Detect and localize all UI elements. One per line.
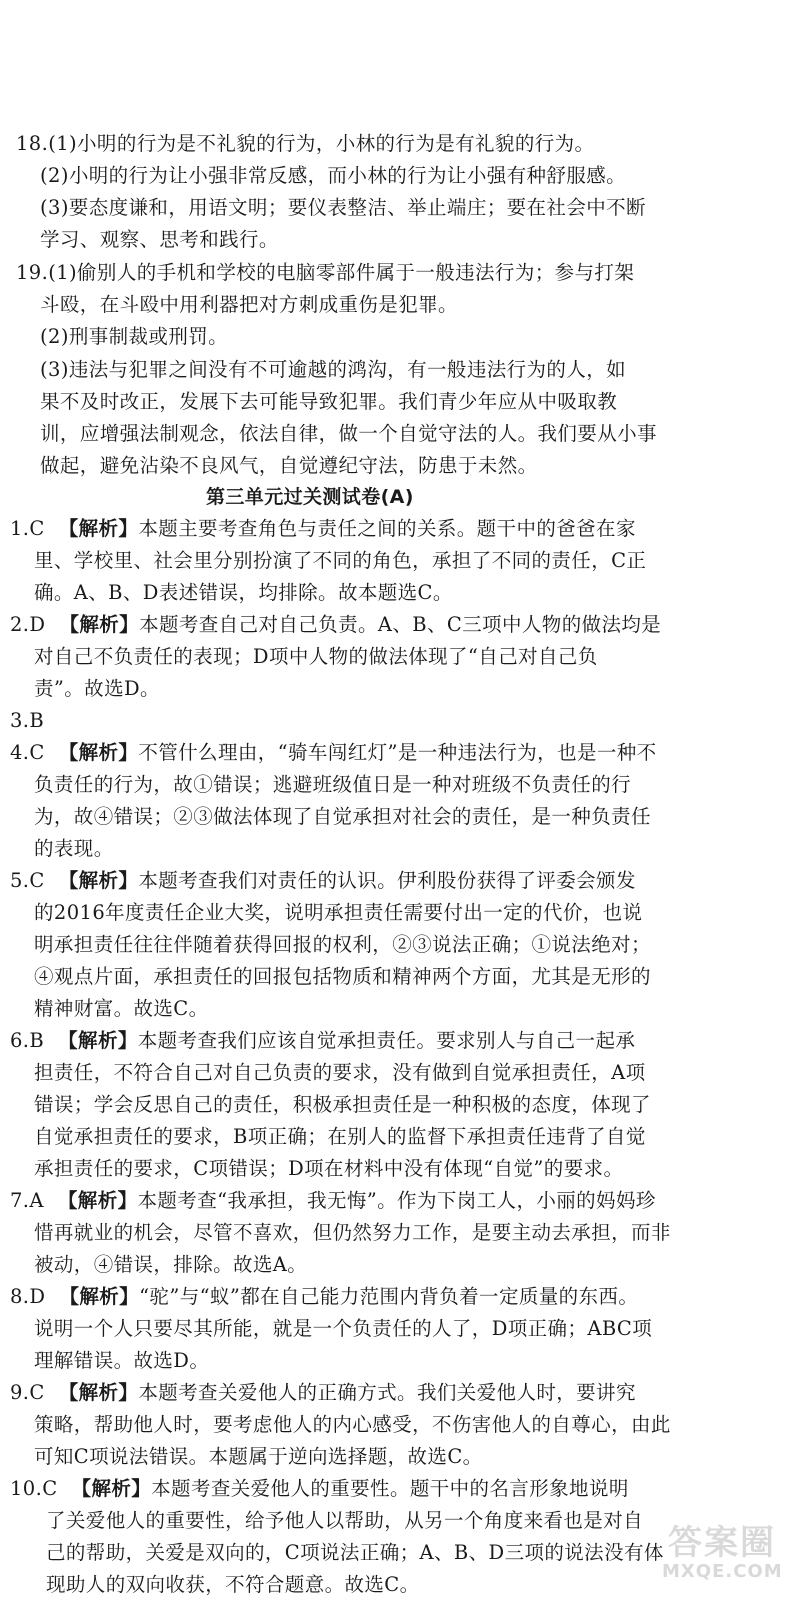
answer-number: 1.C — [10, 517, 45, 540]
answer-5-line-5: 精神财富。故选C。 — [34, 997, 209, 1020]
answer-2-line-3: 责”。故选D。 — [34, 677, 160, 700]
answer-10-line-1 — [10, 1476, 629, 1502]
answer-6-line-4: 自觉承担责任的要求，B项正确；在别人的监督下承担责任违背了自觉 — [34, 1125, 646, 1148]
watermark-url: MXQE.COM — [662, 1561, 783, 1582]
q19-line-3: (2)刑事制裁或刑罚。 — [40, 325, 229, 348]
answer-6-line-2: 担责任，不符合自己对自己负责的要求，没有做到自觉承担责任，A项 — [34, 1061, 646, 1084]
site-watermark — [662, 1524, 782, 1586]
q19-line-4: (3)违法与犯罪之间没有不可逾越的鸿沟，有一般违法行为的人，如 — [40, 358, 627, 381]
analysis-tag: 【解析】 — [59, 613, 140, 636]
q19-line-2: 斗殴，在斗殴中用利器把对方刺成重伤是犯罪。 — [40, 293, 458, 316]
answer-10-line-2: 了关爱他人的重要性，给予他人以帮助，从另一个角度来看也是对自 — [46, 1509, 644, 1532]
answer-1-line-1 — [10, 516, 636, 542]
analysis-tag: 【解析】 — [58, 517, 139, 540]
answer-10-line-4: 现助人的双向收获，不符合题意。故选C。 — [46, 1573, 420, 1596]
answer-2-line-1 — [10, 612, 661, 638]
answer-1-line-3: 确。A、B、D表述错误，均排除。故本题选C。 — [34, 581, 453, 604]
answer-6-line-5: 承担责任的要求，C项错误；D项在材料中没有体现“自觉”的要求。 — [34, 1157, 624, 1180]
answer-number: 8.D — [10, 1285, 46, 1308]
analysis-tag: 【解析】 — [59, 1285, 140, 1308]
answer-text: 本题考查我们应该自觉承担责任。要求别人与自己一起承 — [137, 1029, 636, 1052]
answer-5-line-3: 明承担责任往往伴随着获得回报的权利，②③说法正确；①说法绝对； — [34, 933, 651, 956]
q19-line-6: 训，应增强法制观念，依法自律，做一个自觉守法的人。我们要从小事 — [40, 422, 657, 445]
answer-9-line-1 — [10, 1380, 636, 1406]
answer-4-line-2: 负责任的行为，故①错误；逃避班级值日是一种对班级不负责任的行 — [34, 773, 632, 796]
analysis-tag: 【解析】 — [57, 1189, 138, 1212]
answer-text: 不管什么理由，“骑车闯红灯”是一种违法行为，也是一种不 — [138, 741, 657, 764]
answer-text: 本题考查“我承担，我无悔”。作为下岗工人，小丽的妈妈珍 — [137, 1189, 656, 1212]
answer-2-line-2: 对自己不负责任的表现；D项中人物的做法体现了“自己对自己负 — [34, 645, 598, 668]
answer-number: 4.C — [10, 741, 45, 764]
answer-6-line-3: 错误；学会反思自己的责任，积极承担责任是一种积极的态度，体现了 — [34, 1093, 651, 1116]
answer-8-line-3: 理解错误。故选D。 — [34, 1349, 210, 1372]
q18-line-4: 学习、观察、思考和践行。 — [40, 228, 279, 251]
answer-5-line-2: 的2016年度责任企业大奖，说明承担责任需要付出一定的代价，也说 — [34, 901, 643, 924]
q19-line-5: 果不及时改正，发展下去可能导致犯罪。我们青少年应从中吸取教 — [40, 390, 618, 413]
q19-line-7: 做起，避免沾染不良风气，自觉遵纪守法，防患于未然。 — [40, 454, 538, 477]
analysis-tag: 【解析】 — [58, 1029, 138, 1052]
watermark-logo: 答案圈 — [668, 1523, 776, 1563]
answer-7-line-3: 被动，④错误，排除。故选A。 — [34, 1253, 308, 1276]
analysis-tag: 【解析】 — [58, 869, 139, 892]
answer-text: 本题主要考查角色与责任之间的关系。题干中的爸爸在家 — [138, 517, 636, 540]
answer-8-line-1 — [10, 1284, 638, 1310]
answer-7-line-1 — [10, 1188, 656, 1214]
analysis-tag: 【解析】 — [58, 1381, 139, 1404]
analysis-tag: 【解析】 — [71, 1477, 152, 1500]
answer-10-line-3: 己的帮助，关爱是双向的，C项说法正确；A、B、D三项的说法没有体 — [46, 1541, 664, 1564]
answer-text: 本题考查关爱他人的正确方式。我们关爱他人时，要讲究 — [138, 1381, 636, 1404]
answer-5-line-1 — [10, 868, 636, 894]
answer-9-line-2: 策略，帮助他人时，要考虑他人的内心感受，不伤害他人的自尊心，由此 — [34, 1413, 671, 1436]
answer-number: 3.B — [10, 709, 45, 732]
answer-number: 2.D — [10, 613, 46, 636]
answer-number: 6.B — [10, 1029, 45, 1052]
answer-8-line-2: 说明一个人只要尽其所能，就是一个负责任的人了，D项正确；ABC项 — [34, 1317, 653, 1340]
answer-number: 10.C — [10, 1477, 58, 1500]
answer-text: 本题考查自己对自己负责。A、B、C三项中人物的做法均是 — [139, 613, 662, 636]
answer-4-line-1 — [10, 740, 657, 766]
answer-text: 本题考查我们对责任的认识。伊利股份获得了评委会颁发 — [138, 869, 636, 892]
answer-7-line-2: 惜再就业的机会，尽管不喜欢，但仍然努力工作，是要主动去承担，而非 — [34, 1221, 671, 1244]
analysis-tag: 【解析】 — [58, 741, 139, 764]
answer-text: “驼”与“蚁”都在自己能力范围内背负着一定质量的东西。 — [139, 1285, 639, 1308]
answer-5-line-4: ④观点片面，承担责任的回报包括物质和精神两个方面，尤其是无形的 — [34, 965, 651, 988]
answer-text: 本题考查关爱他人的重要性。题干中的名言形象地说明 — [151, 1477, 629, 1500]
q18-line-3: (3)要态度谦和，用语文明；要仪表整洁、举止端庄；要在社会中不断 — [40, 196, 646, 219]
q18-line-1: 18.(1)小明的行为是不礼貌的行为，小林的行为是有礼貌的行为。 — [16, 132, 595, 155]
answer-1-line-2: 里、学校里、社会里分别扮演了不同的角色，承担了不同的责任，C正 — [34, 549, 647, 572]
answer-3-line-1 — [10, 708, 44, 734]
answer-number: 5.C — [10, 869, 45, 892]
answer-number: 9.C — [10, 1381, 45, 1404]
answer-4-line-3: 为，故④错误；②③做法体现了自觉承担对社会的责任，是一种负责任 — [34, 805, 651, 828]
answer-9-line-3: 可知C项说法错误。本题属于逆向选择题，故选C。 — [34, 1445, 483, 1468]
answer-6-line-1 — [10, 1028, 635, 1054]
section-title: 第三单元过关测试卷(A) — [206, 486, 414, 508]
q18-line-2: (2)小明的行为让小强非常反感，而小林的行为让小强有种舒服感。 — [40, 164, 627, 187]
answer-4-line-4: 的表现。 — [34, 837, 114, 860]
q19-line-1: 19.(1)偷别人的手机和学校的电脑零部件属于一般违法行为；参与打架 — [16, 261, 635, 284]
answer-number: 7.A — [10, 1189, 44, 1212]
